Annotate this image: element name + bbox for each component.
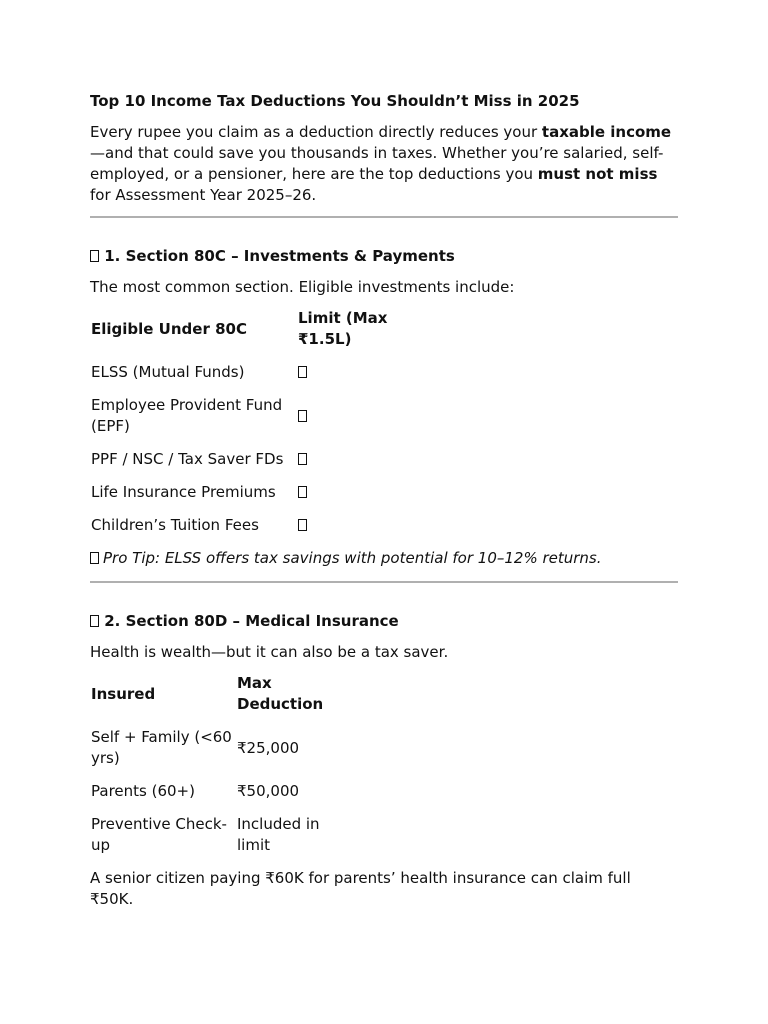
section-80c-lead: The most common section. Eligible investments include: (90, 278, 515, 296)
divider (90, 581, 678, 583)
table-row (90, 389, 409, 443)
table-row (90, 775, 338, 808)
table-cell-item: PPF / NSC / Tax Saver FDs (91, 450, 284, 468)
table-header-row (90, 308, 409, 356)
missing-glyph-box-icon (298, 486, 307, 498)
table-cell-mark (297, 476, 409, 509)
divider (90, 216, 678, 218)
intro-bold-must-not-miss: must not miss (537, 165, 658, 183)
table-header-cell: Max Deduction (237, 674, 324, 713)
intro-bold-taxable-income: taxable income (541, 123, 672, 141)
missing-glyph-box-icon (90, 552, 99, 564)
missing-glyph-box-icon (298, 366, 307, 378)
section-80d-table (90, 673, 338, 862)
table-cell-max: ₹50,000 (237, 782, 300, 800)
section-80d-lead: Health is wealth—but it can also be a tax saver. (90, 643, 449, 661)
table-row (90, 476, 409, 509)
missing-glyph-box-icon (298, 453, 307, 465)
table-header-cell: Eligible Under 80C (91, 319, 247, 338)
table-cell-insured: Parents (60+) (91, 782, 195, 800)
table-header-row (90, 673, 338, 721)
table-cell-mark (297, 443, 409, 476)
table-cell-mark (297, 389, 409, 443)
section-80c-heading-text: 1. Section 80C – Investments & Payments (104, 247, 455, 265)
intro-text-1: Every rupee you claim as a deduction directly reduces your (90, 123, 542, 141)
missing-glyph-box-icon (90, 250, 99, 262)
table-cell-mark (297, 509, 409, 542)
example-note: A senior citizen paying ₹60K for parents’ health insurance can claim full ₹50K. (90, 869, 631, 908)
missing-glyph-box-icon (298, 519, 307, 531)
section-80c-heading (90, 246, 678, 267)
article-title: Top 10 Income Tax Deductions You Shouldn’t Miss in 2025 (90, 92, 580, 110)
missing-glyph-box-icon (90, 615, 99, 627)
table-header-cell: Insured (91, 684, 156, 703)
table-row (90, 356, 409, 389)
section-80d-heading-text: 2. Section 80D – Medical Insurance (104, 612, 399, 630)
intro-text-3: for Assessment Year 2025–26. (90, 186, 317, 204)
table-row (90, 443, 409, 476)
table-cell-max: ₹25,000 (237, 738, 300, 757)
missing-glyph-box-icon (298, 410, 307, 422)
table-cell-insured: Self + Family (<60 yrs) (91, 728, 232, 767)
table-cell-item: ELSS (Mutual Funds) (91, 363, 245, 381)
table-cell-item: Employee Provident Fund (EPF) (91, 396, 283, 435)
table-cell-item: Children’s Tuition Fees (91, 516, 259, 534)
table-row (90, 808, 338, 862)
article (90, 91, 678, 910)
intro-text-2: —and that could save you thousands in taxes. Whether you’re salaried, self-employed, or a pensioner, here are the top deductions you (90, 144, 664, 183)
table-cell-item: Life Insurance Premiums (91, 483, 276, 501)
section-80d-heading (90, 611, 678, 632)
table-row (90, 721, 338, 775)
table-cell-insured: Preventive Check-up (91, 815, 227, 854)
section-80c-table (90, 308, 409, 542)
pro-tip-text: Pro Tip: ELSS offers tax savings with potential for 10–12% returns. (103, 549, 602, 567)
table-header-cell: Limit (Max ₹1.5L) (298, 309, 388, 348)
pro-tip (90, 548, 678, 569)
intro-paragraph (90, 122, 678, 206)
table-cell-max: Included in limit (237, 815, 320, 854)
table-row (90, 509, 409, 542)
table-cell-mark (297, 356, 409, 389)
